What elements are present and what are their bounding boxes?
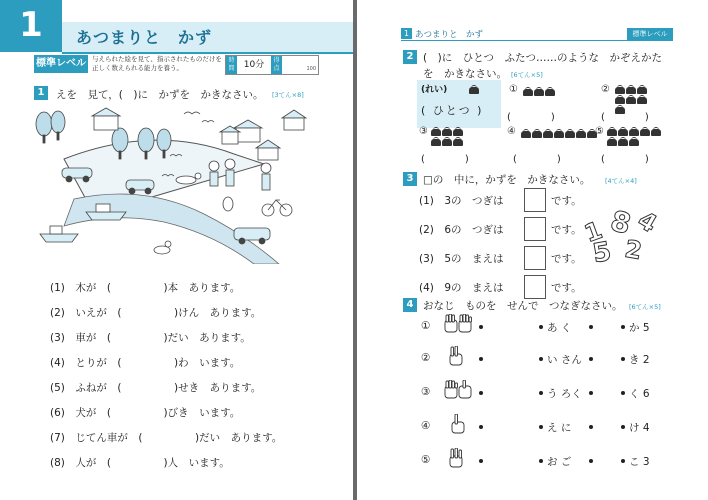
q1-item-2-text[interactable]: いえが ( )けん あります。 bbox=[75, 307, 262, 319]
q3-item-4-text: 9の まえは bbox=[444, 282, 504, 294]
question-3-number: 3 bbox=[403, 172, 417, 186]
example-objects bbox=[469, 84, 480, 94]
q3-item-2-text: 6の つぎは bbox=[444, 224, 504, 236]
q4-middle-dot-4[interactable] bbox=[539, 425, 543, 429]
decor-digit-5: 4 bbox=[633, 205, 662, 239]
hand-icon bbox=[447, 346, 467, 366]
question-1-text: えを 見て，( )に かずを かきなさい。 bbox=[56, 89, 264, 101]
decor-digit-3: 8 bbox=[607, 204, 635, 241]
hand-icon bbox=[443, 314, 473, 334]
q4-middle-dot-3[interactable] bbox=[539, 391, 543, 395]
q2-mark-2: ② bbox=[601, 84, 610, 95]
q1-item-2 bbox=[50, 305, 261, 320]
time-value: 10分 bbox=[243, 60, 265, 70]
q2-mark-3: ③ bbox=[419, 126, 428, 137]
q1-item-4-text[interactable]: とりが ( )わ います。 bbox=[75, 357, 241, 369]
bag-icon bbox=[521, 131, 531, 138]
header-rule bbox=[401, 40, 673, 41]
bag-icon bbox=[618, 129, 628, 136]
duck-icon bbox=[154, 241, 171, 254]
bag-icon bbox=[431, 129, 441, 136]
q4-left-mark-5: ⑤ bbox=[421, 454, 431, 466]
decor-digit-1: 1 bbox=[580, 215, 606, 249]
time-score-box bbox=[225, 55, 319, 75]
q4-middle-4: え に bbox=[547, 422, 572, 434]
q3-item-3-num: (3) bbox=[419, 253, 434, 265]
q1-item-1-num: (1) bbox=[50, 282, 65, 294]
q4-middle-2: い さん bbox=[547, 354, 582, 366]
q4-left-dot-1[interactable] bbox=[479, 325, 483, 329]
q1-item-7 bbox=[50, 430, 282, 445]
question-4-points: [6てん×5] bbox=[629, 303, 661, 311]
bag-icon bbox=[523, 89, 533, 96]
q3-answer-box-3[interactable] bbox=[524, 246, 546, 270]
question-1-number: 1 bbox=[34, 86, 48, 100]
q1-item-6-text[interactable]: 犬が ( )びき います。 bbox=[75, 407, 241, 419]
q4-left-mark-3: ③ bbox=[421, 386, 431, 398]
bag-icon bbox=[607, 139, 617, 146]
bag-icon bbox=[615, 97, 625, 104]
bag-icon bbox=[532, 131, 542, 138]
q4-middle-right-dot-3[interactable] bbox=[589, 391, 593, 395]
bag-icon bbox=[469, 87, 479, 94]
example-label: (れい) bbox=[421, 85, 448, 95]
q4-left-mark-1: ① bbox=[421, 320, 431, 332]
q3-item-3 bbox=[419, 251, 504, 266]
q1-item-1 bbox=[50, 280, 240, 295]
header-title: あつまりと かず bbox=[415, 30, 484, 40]
bag-icon bbox=[629, 139, 639, 146]
q4-right-dot-5[interactable] bbox=[621, 459, 625, 463]
q3-item-1 bbox=[419, 193, 504, 208]
q1-item-4-num: (4) bbox=[50, 357, 65, 369]
decor-digit-4: 2 bbox=[622, 234, 645, 266]
q1-item-3-text[interactable]: 車が ( )だい あります。 bbox=[75, 332, 251, 344]
q4-right-4: け 4 bbox=[629, 422, 650, 434]
right-page bbox=[357, 0, 708, 500]
question-1-points: [3てん×8] bbox=[272, 91, 304, 99]
q1-item-5-num: (5) bbox=[50, 382, 65, 394]
q2-objects-1 bbox=[523, 86, 556, 96]
q3-item-3-text: 5の まえは bbox=[444, 253, 504, 265]
q3-item-4 bbox=[419, 280, 504, 295]
q4-right-2: き 2 bbox=[629, 354, 650, 366]
scene-illustration bbox=[34, 104, 324, 264]
question-3-points: [4てん×4] bbox=[605, 177, 637, 185]
q4-right-5: こ 3 bbox=[629, 456, 650, 468]
bag-icon bbox=[637, 97, 647, 104]
bag-icon bbox=[637, 87, 647, 94]
q1-item-6 bbox=[50, 405, 240, 420]
q4-middle-right-dot-5[interactable] bbox=[589, 459, 593, 463]
q1-item-8 bbox=[50, 455, 230, 470]
q4-right-3: く 6 bbox=[629, 388, 650, 400]
score-max: 100 bbox=[306, 66, 316, 72]
score-label: 得点 bbox=[271, 56, 282, 74]
q1-item-8-text[interactable]: 人が ( )人 います。 bbox=[75, 457, 230, 469]
q1-item-7-num: (7) bbox=[50, 432, 65, 444]
bag-icon bbox=[626, 87, 636, 94]
q4-middle-3: う ろく bbox=[547, 388, 582, 400]
question-4-number: 4 bbox=[403, 298, 417, 312]
question-4-text: おなじ ものを せんで つなぎなさい。 bbox=[423, 300, 623, 312]
q2-blank-5[interactable]: ( ) bbox=[601, 154, 649, 165]
question-2-number: 2 bbox=[403, 50, 417, 64]
bag-icon bbox=[431, 139, 441, 146]
bicycle-icon bbox=[262, 200, 292, 216]
time-label: 時間 bbox=[226, 56, 237, 74]
q3-item-4-num: (4) bbox=[419, 282, 434, 294]
hand-icon bbox=[443, 380, 473, 400]
q4-left-dot-5[interactable] bbox=[479, 459, 483, 463]
q1-item-2-num: (2) bbox=[50, 307, 65, 319]
q3-item-3-suffix: です。 bbox=[551, 253, 582, 265]
q3-item-1-num: (1) bbox=[419, 195, 434, 207]
bag-icon bbox=[442, 139, 452, 146]
bag-icon bbox=[626, 97, 636, 104]
q3-answer-box-2[interactable] bbox=[524, 217, 546, 241]
q4-middle-5: お ご bbox=[547, 456, 572, 468]
bag-icon bbox=[640, 129, 650, 136]
bag-icon bbox=[442, 129, 452, 136]
score-field[interactable] bbox=[282, 56, 318, 74]
bag-icon bbox=[545, 89, 555, 96]
bag-icon bbox=[565, 131, 575, 138]
chapter-number: 1 bbox=[0, 0, 62, 52]
question-2-points: [6てん×5] bbox=[511, 71, 543, 79]
q1-item-5-text[interactable]: ふねが ( )せき あります。 bbox=[75, 382, 262, 394]
q2-mark-1: ① bbox=[509, 84, 518, 95]
q3-item-1-text: 3の つぎは bbox=[444, 195, 504, 207]
intro-line-1: 与えられた絵を見て、指示されたものだけを bbox=[92, 55, 222, 63]
q4-middle-right-dot-2[interactable] bbox=[589, 357, 593, 361]
q3-item-1-suffix: です。 bbox=[551, 195, 582, 207]
q4-right-dot-3[interactable] bbox=[621, 391, 625, 395]
q2-mark-4: ④ bbox=[507, 126, 516, 137]
bag-icon bbox=[554, 131, 564, 138]
q4-left-dot-3[interactable] bbox=[479, 391, 483, 395]
q4-middle-dot-5[interactable] bbox=[539, 459, 543, 463]
q1-item-8-num: (8) bbox=[50, 457, 65, 469]
q1-item-6-num: (6) bbox=[50, 407, 65, 419]
q4-right-dot-4[interactable] bbox=[621, 425, 625, 429]
q4-middle-right-dot-4[interactable] bbox=[589, 425, 593, 429]
q4-left-dot-2[interactable] bbox=[479, 357, 483, 361]
q2-objects-5 bbox=[607, 126, 667, 146]
q1-item-3-num: (3) bbox=[50, 332, 65, 344]
q3-item-4-suffix: です。 bbox=[551, 282, 582, 294]
bag-icon bbox=[615, 87, 625, 94]
intro-text bbox=[92, 55, 222, 73]
example-answer: ( ひとつ ) bbox=[421, 104, 484, 117]
question-2-line-2: を かきなさい。 bbox=[423, 68, 507, 80]
bag-icon bbox=[629, 129, 639, 136]
bag-icon bbox=[543, 131, 553, 138]
q4-right-dot-1[interactable] bbox=[621, 325, 625, 329]
bag-icon bbox=[576, 131, 586, 138]
bag-icon bbox=[651, 129, 661, 136]
q4-middle-right-dot-1[interactable] bbox=[589, 325, 593, 329]
q1-item-4 bbox=[50, 355, 240, 370]
bag-icon bbox=[453, 129, 463, 136]
q4-right-1: か 5 bbox=[629, 322, 650, 334]
q2-mark-5: ⑤ bbox=[595, 126, 604, 137]
intro-line-2: 正しく数えられる能力を養う。 bbox=[92, 64, 183, 72]
q3-answer-box-1[interactable] bbox=[524, 188, 546, 212]
q2-blank-1[interactable]: ( ) bbox=[507, 112, 555, 123]
q3-item-2 bbox=[419, 222, 504, 237]
left-page bbox=[0, 0, 353, 500]
question-3-text: □の 中に，かずを かきなさい。 bbox=[423, 174, 591, 186]
page-title: あつまりと かず bbox=[76, 28, 213, 47]
q4-left-mark-4: ④ bbox=[421, 420, 431, 432]
bag-icon bbox=[618, 139, 628, 146]
q3-answer-box-4[interactable] bbox=[524, 275, 546, 299]
hand-icon bbox=[449, 414, 469, 434]
q2-blank-2[interactable]: ( ) bbox=[601, 112, 649, 123]
question-2-line-1: ( )に ひとつ ふたつ……のような かぞえかた bbox=[423, 52, 662, 64]
q4-left-mark-2: ② bbox=[421, 352, 431, 364]
decor-digit-2: 5 bbox=[590, 236, 614, 270]
bag-icon bbox=[607, 129, 617, 136]
level-badge: 標準レベル bbox=[34, 55, 88, 73]
q4-right-dot-2[interactable] bbox=[621, 357, 625, 361]
q2-blank-4[interactable]: ( ) bbox=[513, 154, 561, 165]
bag-icon bbox=[453, 139, 463, 146]
q1-item-7-text[interactable]: じてん車が ( )だい あります。 bbox=[75, 432, 283, 444]
q4-left-dot-4[interactable] bbox=[479, 425, 483, 429]
header-level-badge: 標準レベル bbox=[627, 28, 673, 40]
hand-icon bbox=[447, 448, 467, 468]
q2-objects-3 bbox=[431, 126, 471, 146]
q4-middle-1: あ く bbox=[547, 322, 572, 334]
q3-item-2-suffix: です。 bbox=[551, 224, 582, 236]
q1-item-5 bbox=[50, 380, 261, 395]
q4-middle-dot-2[interactable] bbox=[539, 357, 543, 361]
bag-icon bbox=[534, 89, 544, 96]
header-chapter-number: 1 bbox=[401, 28, 412, 39]
q1-item-1-text[interactable]: 木が ( )本 あります。 bbox=[75, 282, 241, 294]
q2-blank-3[interactable]: ( ) bbox=[421, 154, 469, 165]
q3-item-2-num: (2) bbox=[419, 224, 434, 236]
q4-middle-dot-1[interactable] bbox=[539, 325, 543, 329]
q1-item-3 bbox=[50, 330, 251, 345]
